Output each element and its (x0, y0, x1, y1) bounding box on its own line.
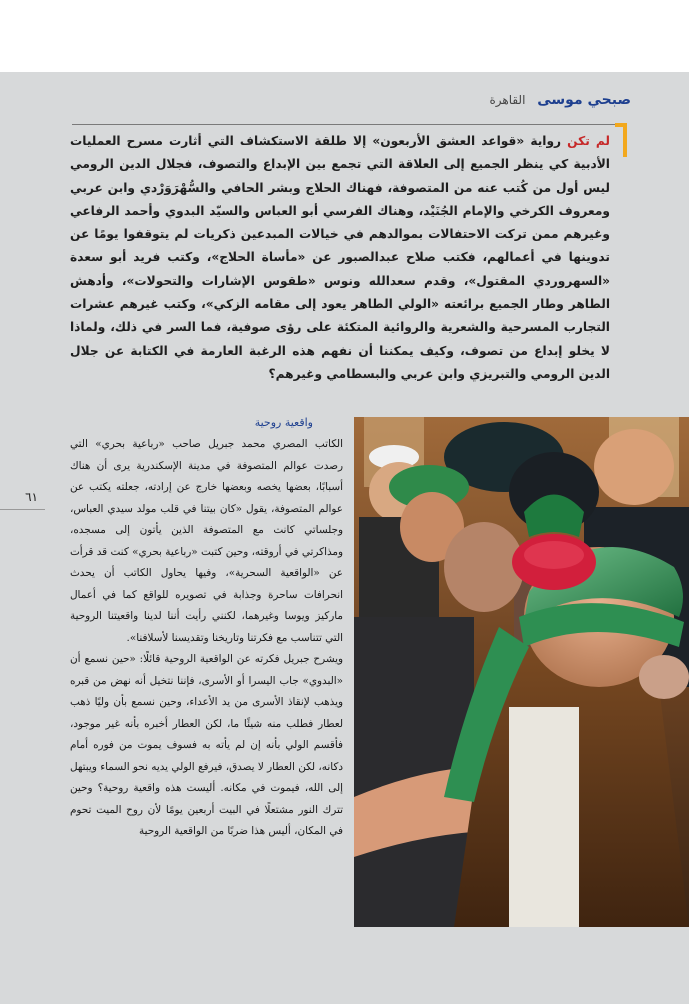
page-number-rule (0, 509, 45, 510)
page-top-margin (0, 0, 689, 72)
lead-bracket-decoration (615, 123, 627, 157)
body-column (70, 434, 343, 843)
author-name: صبحي موسى (537, 92, 631, 108)
body-paragraph: ويشرح جبريل فكرته عن الواقعية الروحية قائلًا: «حين نسمع أن «البدوي» جاب اليسرا أو الأسرى، فإننا نتخيل أنه نهض من قبره ويذهب لإنقاذ الأسرى من يد الأعداء، وحين نسمع بأن وليًا ذهب لعطار فطلب منه شيئًا ما، لكن العطار أخبره بأنه غير موجود، فأقسم الولي بأنه إن لم يأته به فسوف يموت من فوره أمام دكانه، لكن العطار لا يصدق، فيرفع الولي يديه نحو السماء ويبتهل إلى الله، فيموت في مكانه. أليست هذه واقعية روحية؟ وحين تترك النور مشتعلًا في البيت أربعين يومًا لأن روح الميت تحوم في المكان، أليس هذا ضربًا من الواقعية الروحية (70, 653, 343, 837)
header-rule (72, 124, 617, 125)
lead-paragraph (70, 130, 610, 386)
lead-word: لم تكن (567, 134, 610, 148)
section-heading: واقعية روحية (254, 416, 313, 429)
sufi-dervishes-photo (354, 417, 689, 927)
byline (489, 92, 631, 108)
page-number: ٦١ (25, 490, 38, 504)
body-paragraph: الكاتب المصري محمد جبريل صاحب «رباعية بحري» التي رصدت عوالم المتصوفة في مدينة الإسكندرية يرى أن هناك أسبابًا، بعضها يخصه وبعضها خارج عن إرادته، جعلته يكتب عن عوالم المتصوفة، يقول «كان بيتنا في قلب مولد سيدي العباس، وجلساتي كانت مع المتصوفة الذين يأتون إلى مسجده، ومذاكرتي في أروقته، وحين كتبت «رباعية بحري» كنت قد قرأت عن «الواقعية السحرية»، وفيها يحاول الكاتب أن يحدث انحرافات ساحرة وجذابة في تصويره للواقع كما في أعمال ماركيز ويوسا وغيرهما، لكنني رأيت أننا لدينا واقعيتنا الروحية التي تتناسب مع فكرتنا وتاريخنا وتقديسنا لأسلافنا». (70, 438, 343, 644)
lead-text: رواية «قواعد العشق الأربعون» إلا طلقة الاستكشاف التي أثارت مسرح العمليات الأدبية كي ينظر الجميع إلى العلاقة التي تجمع بين الإبداع والتصوف، فجلال الدين الرومي ليس أول من كُتب عنه من المتصوفة، فهناك الحلاج وبشر الحافي والسُّهْرَوَرْدي وابن عربي ومعروف الكرخي والإمام الجُنَيْد، وهناك الفرسي أبو العباس والسيّد البدوي وأحمد الرفاعي وغيرهم ممن تركت الاحتفالات بموالدهم في خيالات المبدعين ذكريات لم يتوقفوا يومًا عن تدوينها في أعمالهم، فكتب صلاح عبدالصبور عن «مأساة الحلاج»، وكتب فريد أبو سعدة «السهروردي المقتول»، وقدم سعدالله ونوس «طقوس الإشارات والتحولات»، وأدهش الطاهر وطار الجميع برائعته «الولي الطاهر يعود إلى مقامه الزكي»، وكتب غيرهم عشرات التجارب المسرحية والشعرية والروائية المتكئة على رؤى صوفية، فما السر في ذلك، ولماذا لا يخلو إبداع من تصوف، وكيف يمكننا أن نفهم هذه الرغبة العارمة في الكتابة عن جلال الدين الرومي والتبريزي وابن عربي والبسطامي وغيرهم؟ (70, 134, 610, 381)
author-location: القاهرة (489, 93, 526, 107)
